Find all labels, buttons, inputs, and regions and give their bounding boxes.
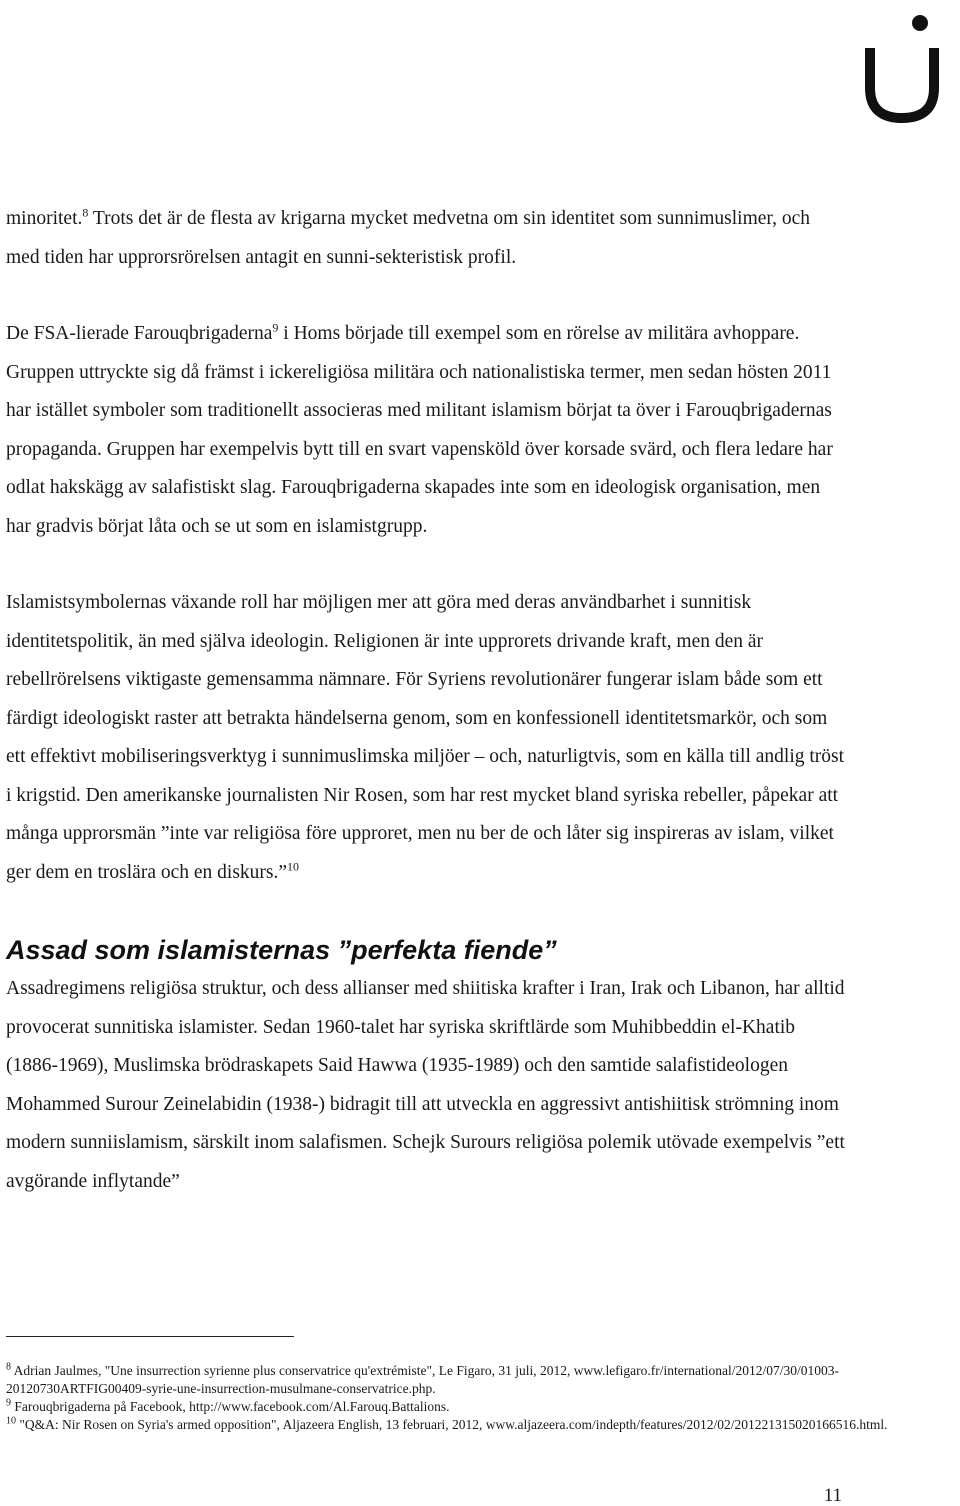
paragraph-4: Assadregimens religiösa struktur, och dess allianser med shiitiska krafter i Iran, Irak och Libanon, har alltid provocerat sunnitiska islamister. Sedan 1960-talet har syriska skriftlärde som Muhibbeddin el-Khatib (1886-1969), Muslimska brödraskapets Said Hawwa (1935-1989) och den samtide salafistideologen Mohammed Surour Zeinelabidin (1938-) bidragit till att utveckla en aggressivt antishiitisk strömning inom modern sunniislamism, särskilt inom salafismen. Schejk Surours religiösa polemik utövade exempelvis ”ett avgörande inflytande”: [6, 978, 845, 1192]
footnote-ref-9[interactable]: 9: [272, 320, 279, 335]
paragraph-2: [6, 315, 846, 546]
footnotes: [6, 1362, 906, 1434]
paragraph-2-text-a: De FSA-lierade Farouqbrigaderna: [6, 323, 273, 344]
paragraph-1: [6, 200, 846, 277]
footnote-divider: [6, 1336, 294, 1337]
paragraph-1-text-a: minoritet.: [6, 208, 83, 229]
footnote-number: 10: [6, 1415, 16, 1427]
footnote-ref-8[interactable]: 8: [82, 205, 89, 220]
footnote-ref-10[interactable]: 10: [287, 859, 300, 873]
footnote-number: 8: [6, 1361, 11, 1373]
footnote-8: [6, 1362, 906, 1398]
footnote-text: Adrian Jaulmes, "Une insurrection syrienne plus conservatrice qu'extrémiste", Le Figaro, 31 juli, 2012, www.lefigaro.fr/international/2012/07/30/01003-20120730ARTFIG00409-syrie-une-insurrection-musulmane-conservatrice.php.: [6, 1363, 840, 1396]
paragraph-3: [6, 584, 846, 892]
u-logo-icon: [862, 6, 942, 124]
paragraph-3-text: Islamistsymbolernas växande roll har möjligen mer att göra med deras användbarhet i sunnitisk identitetspolitik, än med själva ideologin. Religionen är inte upprorets drivande kraft, men den är rebellrörelsens viktigaste gemensamma nämnare. För Syriens revolutionärer fungerar islam både som ett färdigt ideologiskt raster att betrakta händelserna genom, som en konfessionell identitetsmarkör, och som ett effektivt mobiliseringsverktyg i sunnimuslimska miljöer – och, naturligtvis, som en källa till andlig tröst i krigstid. Den amerikanske journalisten Nir Rosen, som har rest mycket bland syriska rebeller, påpekar att många upprorsmän ”inte var religiösa före upproret, men nu ber de och låter sig inspireras av islam, vilket ger dem en troslära och en diskurs.”: [6, 592, 845, 883]
paragraph-1-text-b: Trots det är de flesta av krigarna mycket medvetna om sin identitet som sunnimuslimer, och med tiden har upprorsrörelsen antagit en sunni-sekteristisk profil.: [6, 208, 811, 268]
footnote-text: "Q&A: Nir Rosen on Syria's armed opposition", Aljazeera English, 13 februari, 2012, www.aljazeera.com/indepth/features/2012/02/201221315020166516.html.: [16, 1417, 888, 1432]
footnote-text: Farouqbrigaderna på Facebook, http://www.facebook.com/Al.Farouq.Battalions.: [11, 1399, 450, 1414]
page-number: 11: [823, 1485, 842, 1506]
footnote-10: [6, 1416, 906, 1434]
footnote-number: 9: [6, 1397, 11, 1409]
document-body: [6, 200, 846, 1201]
paragraph-2-text-b: i Homs började till exempel som en rörelse av militära avhoppare. Gruppen uttryckte sig då främst i ickereligiösa militära och nationalistiska termer, men sedan hösten 2011 har istället symboler som traditionellt associeras med militant islamism börjat ta över i Farouqbrigadernas propaganda. Gruppen har exempelvis bytt till en svart vapensköld över korsade svärd, och flera ledare har odlat hakskägg av salafistiskt slag. Farouqbrigaderna skapades inte som en ideologisk organisation, men har gradvis börjat låta och se ut som en islamistgrupp.: [6, 323, 833, 537]
section-heading: Assad som islamisternas ”perfekta fiende”: [6, 935, 557, 965]
footnote-9: [6, 1398, 906, 1416]
